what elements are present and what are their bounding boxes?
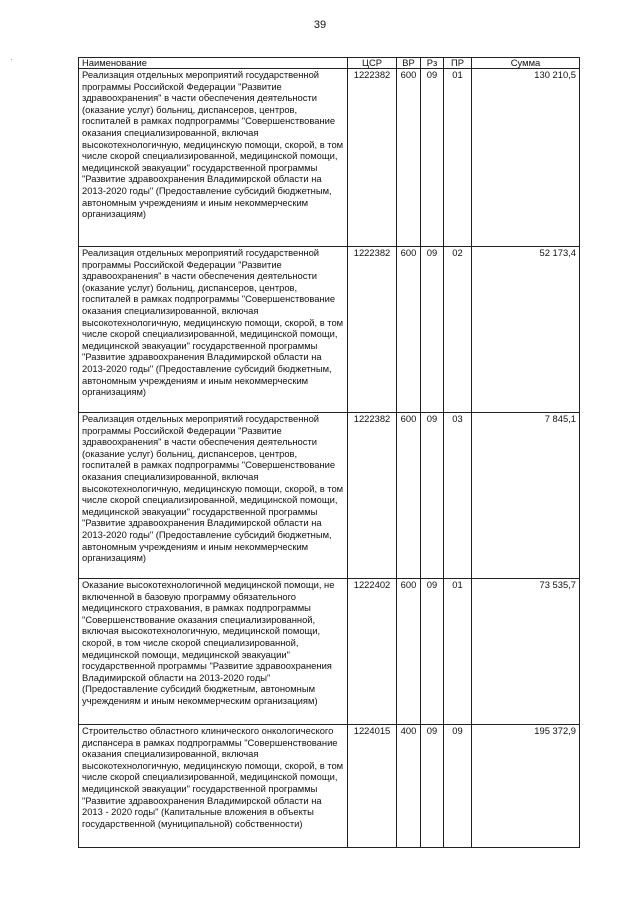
row-csr: 1222382 bbox=[348, 413, 397, 579]
table-row bbox=[79, 247, 580, 413]
row-rz: 09 bbox=[421, 413, 444, 579]
row-sum: 73 535,7 bbox=[472, 579, 580, 725]
row-pr: 01 bbox=[444, 579, 472, 725]
row-pr: 03 bbox=[444, 413, 472, 579]
page-number: 39 bbox=[313, 19, 327, 31]
header-name: Наименование bbox=[79, 58, 348, 69]
header-vr: ВР bbox=[397, 58, 421, 69]
row-rz: 09 bbox=[421, 247, 444, 413]
table-row bbox=[79, 579, 580, 725]
row-name: Реализация отдельных мероприятий государственной программы Российской Федерации "Развитие здравоохранения" в части обеспечения деятельности (оказание услуг) больниц, диспансеров, центров, госпиталей в рамках подпрограммы "Совершенствование оказания специализированной, включая высокотехнологичную, медицинскую помощи, скорой, в том числе скорой специализированной, медицинской помощи, медицинской эвакуации" государственной программы "Развитие здравоохранения Владимирской области на 2013-2020 годы" (Предоставление субсидий бюджетным, автономным учреждениям и иным некоммерческим организациям) bbox=[79, 413, 348, 579]
row-pr: 02 bbox=[444, 247, 472, 413]
row-name: Реализация отдельных мероприятий государственной программы Российской Федерации "Развитие здравоохранения" в части обеспечения деятельности (оказание услуг) больниц, диспансеров, центров, госпиталей в рамках подпрограммы "Совершенствование оказания специализированной, включая высокотехнологичную, медицинскую помощи, скорой, в том числе скорой специализированной, медицинской помощи, медицинской эвакуации" государственной программы "Развитие здравоохранения Владимирской области на 2013-2020 годы" (Предоставление субсидий бюджетным, автономным учреждениям и иным некоммерческим организациям) bbox=[79, 247, 348, 413]
budget-table bbox=[78, 57, 580, 848]
table-header-row bbox=[79, 58, 580, 69]
row-pr: 09 bbox=[444, 725, 472, 848]
header-csr: ЦСР bbox=[348, 58, 397, 69]
row-sum: 130 210,5 bbox=[472, 69, 580, 247]
row-vr: 400 bbox=[397, 725, 421, 848]
row-csr: 1224015 bbox=[348, 725, 397, 848]
row-pr: 01 bbox=[444, 69, 472, 247]
row-rz: 09 bbox=[421, 579, 444, 725]
row-vr: 600 bbox=[397, 69, 421, 247]
row-rz: 09 bbox=[421, 725, 444, 848]
table-row bbox=[79, 725, 580, 848]
row-name: Оказание высокотехнологичной медицинской помощи, не включенной в базовую программу обязательного медицинского страхования, в рамках подпрограммы "Совершенствование оказания специализированной, включая высокотехнологичную, медицинской помощи, скорой, в том числе скорой специализированной, медицинской помощи, медицинской эвакуации" государственной программы "Развитие здравоохранения Владимирской области на 2013-2020 годы" (Предоставление субсидий бюджетным, автономным учреждениям и иным некоммерческим организациям) bbox=[79, 579, 348, 725]
row-vr: 600 bbox=[397, 579, 421, 725]
table-row bbox=[79, 69, 580, 247]
row-name: Строительство областного клинического онкологического диспансера в рамках подпрограммы "Совершенствование оказания специализированной, включая высокотехнологичную, медицинскую помощи, скорой, в том числе скорой специализированной, медицинской помощи, медицинской эвакуации" государственной программы "Развитие здравоохранения Владимирской области на 2013 - 2020 годы" (Капитальные вложения в объекты государственной (муниципальной) собственности) bbox=[79, 725, 348, 848]
row-rz: 09 bbox=[421, 69, 444, 247]
row-csr: 1222402 bbox=[348, 579, 397, 725]
header-pr: ПР bbox=[444, 58, 472, 69]
scan-speck: · bbox=[10, 55, 13, 64]
row-sum: 7 845,1 bbox=[472, 413, 580, 579]
row-vr: 600 bbox=[397, 413, 421, 579]
row-vr: 600 bbox=[397, 247, 421, 413]
row-name: Реализация отдельных мероприятий государственной программы Российской Федерации "Развитие здравоохранения" в части обеспечения деятельности (оказание услуг) больниц, диспансеров, центров, госпиталей в рамках подпрограммы "Совершенствование оказания специализированной, включая высокотехнологичную, медицинскую помощи, скорой, в том числе скорой специализированной, медицинской помощи, медицинской эвакуации" государственной программы "Развитие здравоохранения Владимирской области на 2013-2020 годы" (Предоставление субсидий бюджетным, автономным учреждениям и иным некоммерческим организациям) bbox=[79, 69, 348, 247]
row-sum: 195 372,9 bbox=[472, 725, 580, 848]
header-rz: Рз bbox=[421, 58, 444, 69]
row-csr: 1222382 bbox=[348, 69, 397, 247]
header-sum: Сумма bbox=[472, 58, 580, 69]
row-csr: 1222382 bbox=[348, 247, 397, 413]
row-sum: 52 173,4 bbox=[472, 247, 580, 413]
table-row bbox=[79, 413, 580, 579]
